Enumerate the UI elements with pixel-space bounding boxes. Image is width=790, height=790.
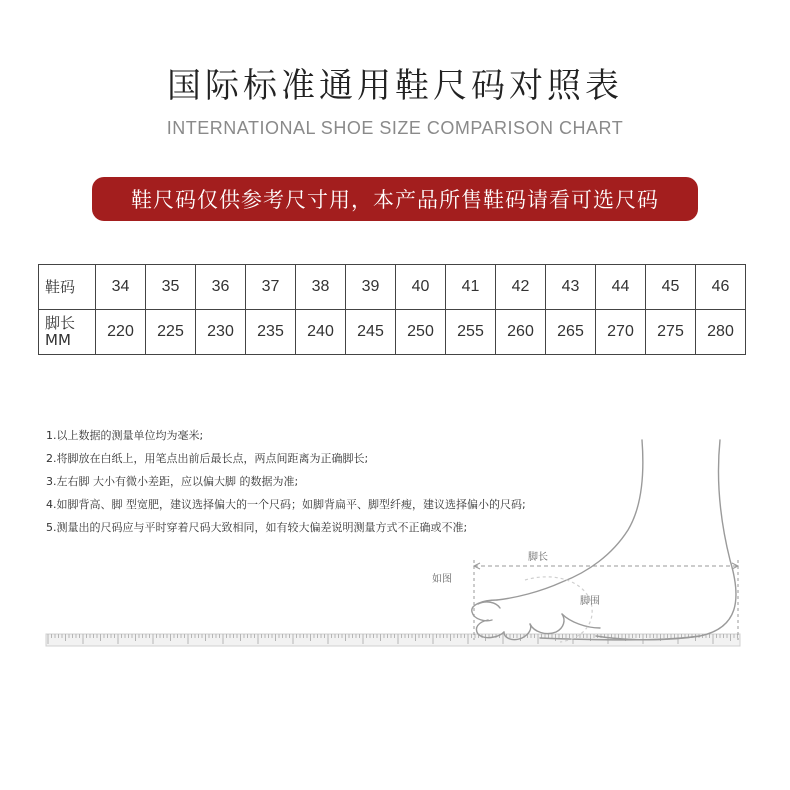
size-cell: 39 bbox=[346, 265, 396, 310]
note-item: 4.如脚背高、脚 型宽肥，建议选择偏大的一个尺码；如脚背扁平、脚型纤瘦，建议选择偏小的尺码; bbox=[46, 498, 526, 511]
page-title: 国际标准通用鞋尺码对照表 bbox=[167, 66, 623, 106]
size-cell: 42 bbox=[496, 265, 546, 310]
girth-label: 脚围 bbox=[580, 596, 600, 607]
foot-outline-icon bbox=[472, 440, 736, 640]
length-cell: 275 bbox=[646, 310, 696, 355]
size-cell: 46 bbox=[696, 265, 746, 310]
length-cell: 280 bbox=[696, 310, 746, 355]
length-cell: 230 bbox=[196, 310, 246, 355]
length-cell: 265 bbox=[546, 310, 596, 355]
size-cell: 37 bbox=[246, 265, 296, 310]
length-cell: 250 bbox=[396, 310, 446, 355]
notice-banner-text: 鞋尺码仅供参考尺寸用，本产品所售鞋码请看可选尺码 bbox=[131, 188, 659, 212]
length-cell: 255 bbox=[446, 310, 496, 355]
example-label: 如图 bbox=[432, 574, 452, 585]
size-cell: 36 bbox=[196, 265, 246, 310]
size-cell: 38 bbox=[296, 265, 346, 310]
length-arrow-icon bbox=[474, 560, 738, 640]
length-cell: 240 bbox=[296, 310, 346, 355]
length-cell: 225 bbox=[146, 310, 196, 355]
length-label-unit: MM bbox=[45, 331, 71, 349]
length-label: 脚长 bbox=[528, 552, 548, 563]
size-cell: 41 bbox=[446, 265, 496, 310]
size-cell: 40 bbox=[396, 265, 446, 310]
note-item: 5.测量出的尺码应与平时穿着尺码大致相同，如有较大偏差说明测量方式不正确或不准; bbox=[46, 521, 468, 534]
size-row-label: 鞋码 bbox=[39, 265, 96, 310]
girth-curve-icon bbox=[525, 577, 592, 642]
size-cell: 43 bbox=[546, 265, 596, 310]
length-cell: 270 bbox=[596, 310, 646, 355]
note-item: 2.将脚放在白纸上，用笔点出前后最长点，两点间距离为正确脚长; bbox=[46, 452, 369, 465]
note-item: 3.左右脚 大小有微小差距，应以偏大脚 的数据为准; bbox=[46, 475, 299, 488]
length-cell: 235 bbox=[246, 310, 296, 355]
size-cell: 35 bbox=[146, 265, 196, 310]
size-cell: 45 bbox=[646, 265, 696, 310]
length-cell: 245 bbox=[346, 310, 396, 355]
size-cell: 44 bbox=[596, 265, 646, 310]
length-cell: 220 bbox=[96, 310, 146, 355]
length-label-cn: 脚长 bbox=[45, 314, 76, 332]
page-subtitle: INTERNATIONAL SHOE SIZE COMPARISON CHART bbox=[166, 118, 624, 138]
length-cell: 260 bbox=[496, 310, 546, 355]
size-cell: 34 bbox=[96, 265, 146, 310]
note-item: 1.以上数据的测量单位均为毫米; bbox=[46, 429, 204, 442]
